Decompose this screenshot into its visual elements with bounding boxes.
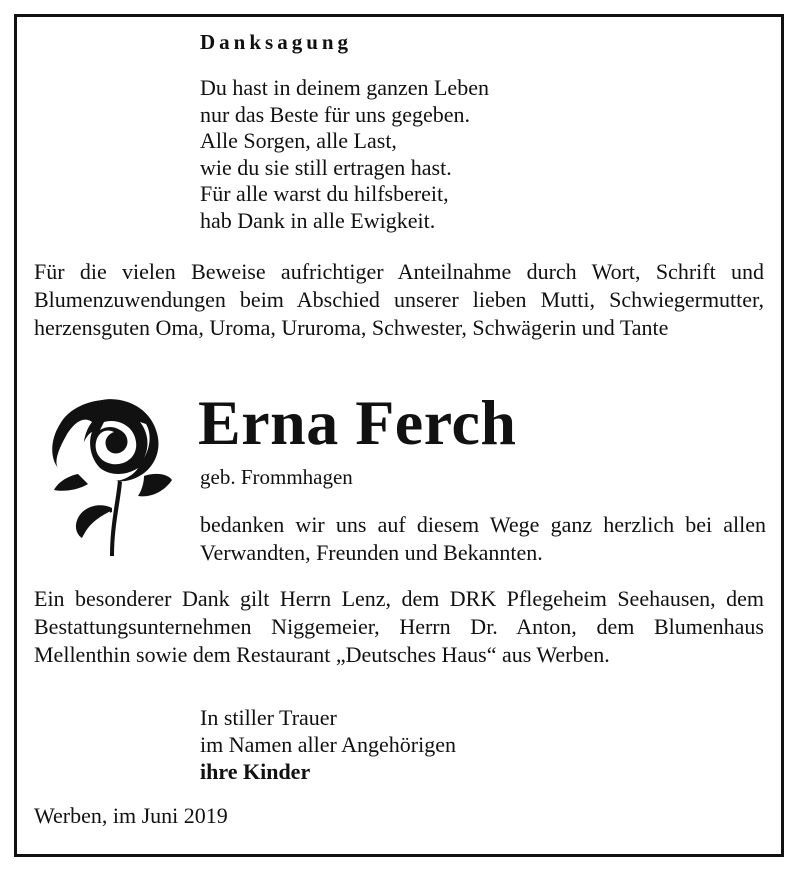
intro-paragraph: Für die vielen Beweise aufrichtiger Anteilnahme durch Wort, Schrift und Blumenzuwendungen beim Abschied unserer lieben Mutti, Schwiegermutter, herzensguten Oma, Uroma, Ururoma, Schwester, Schwägerin und Tante — [34, 259, 764, 340]
heading: Danksagung — [200, 30, 353, 54]
thanks-paragraph: bedanken wir uns auf diesem Wege ganz herzlich bei allen Verwandten, Freunden und Bekannten. — [200, 512, 766, 565]
special-thanks-paragraph: Ein besonderer Dank gilt Herrn Lenz, dem DRK Pflegeheim Seehausen, dem Bestattungsunternehmen Niggemeier, Herrn Dr. Anton, dem Blumenhaus Mellenthin sowie dem Restaurant „Deutsches Haus“ aus Werben. — [34, 586, 764, 667]
poem — [200, 75, 489, 234]
place-date: Werben, im Juni 2019 — [34, 803, 228, 828]
signoff-line: In stiller Trauer — [200, 705, 337, 730]
poem-line: hab Dank in alle Ewigkeit. — [200, 207, 436, 233]
poem-line: Für alle warst du hilfsbereit, — [200, 181, 449, 206]
poem-line: Du hast in deinem ganzen Leben — [200, 75, 489, 100]
maiden-name: geb. Frommhagen — [200, 465, 353, 489]
poem-line: wie du sie still ertragen hast. — [200, 154, 452, 180]
signoff-line: im Namen aller Angehörigen — [200, 732, 456, 757]
signoff-signature: ihre Kinder — [200, 759, 311, 784]
signoff — [200, 704, 456, 785]
poem-line: nur das Beste für uns gegeben. — [200, 101, 471, 127]
deceased-name: Erna Ferch — [198, 387, 517, 458]
poem-line: Alle Sorgen, alle Last, — [200, 128, 397, 153]
rose-icon — [44, 392, 174, 558]
